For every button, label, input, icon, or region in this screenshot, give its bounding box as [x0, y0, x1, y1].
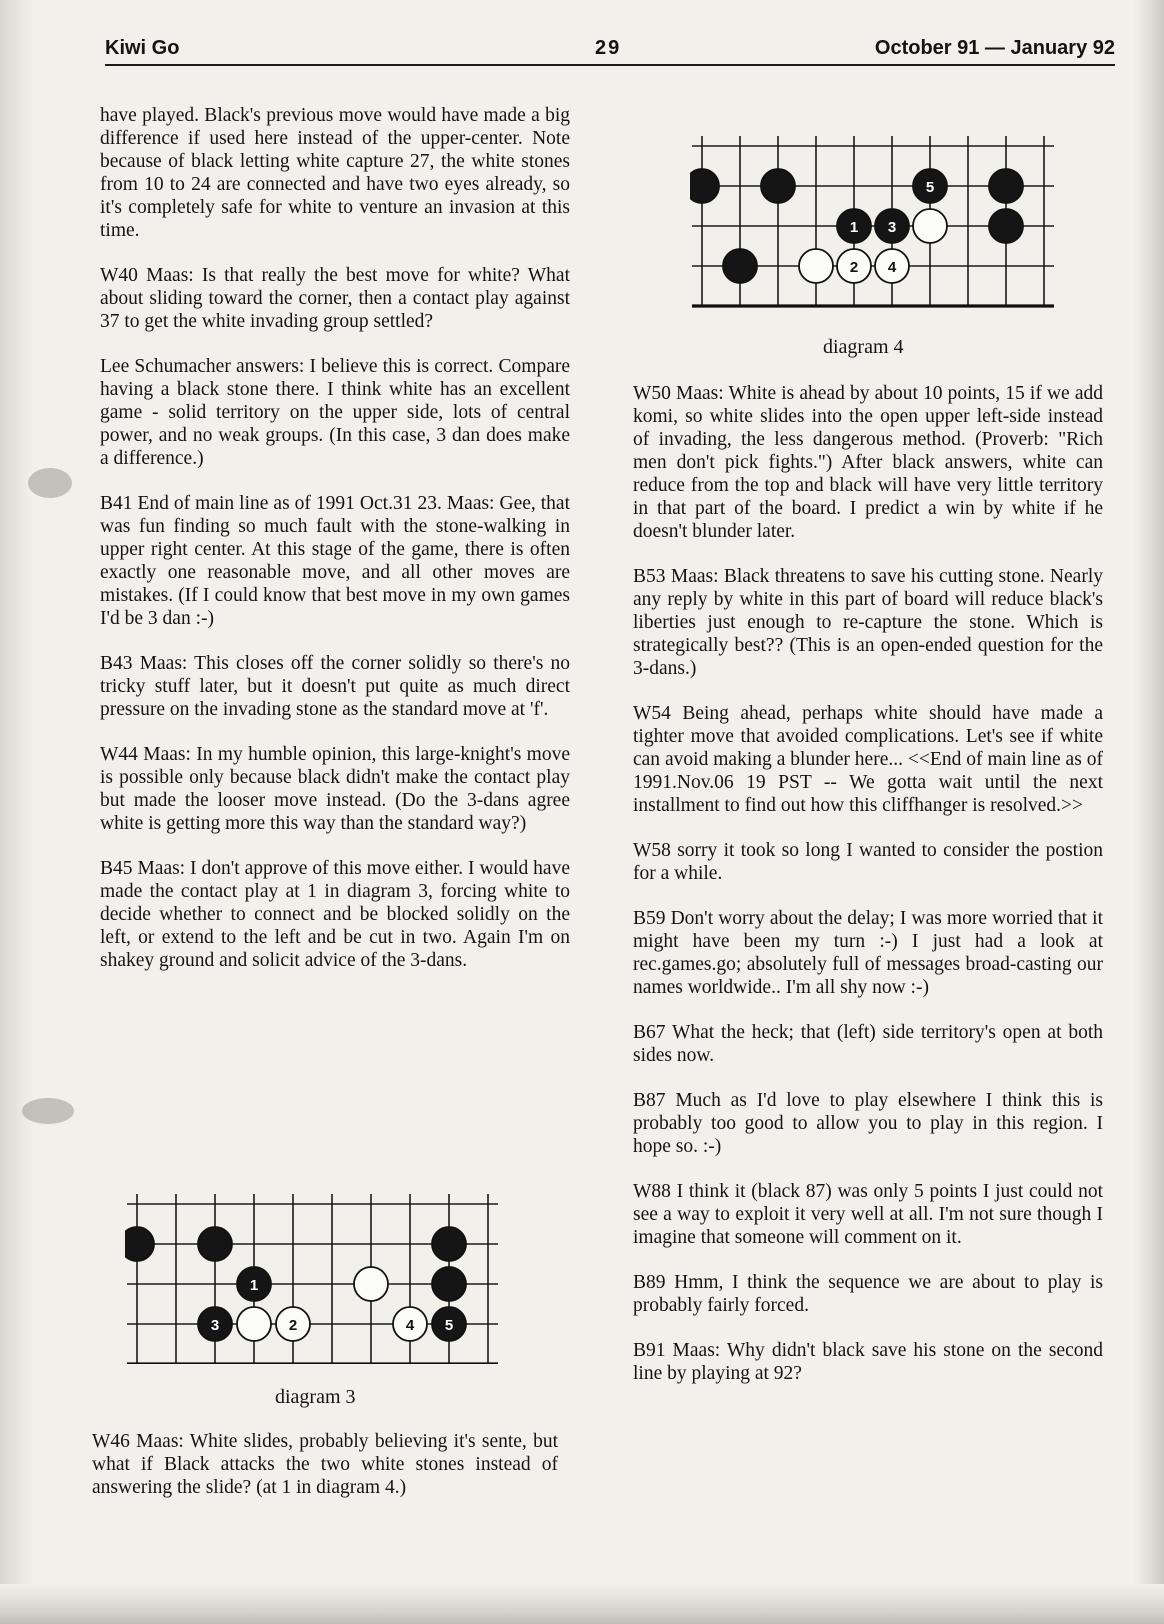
black-stone [432, 1227, 466, 1261]
scan-blemish [22, 1098, 74, 1124]
paragraph: Lee Schumacher answers: I believe this is correct. Compare having a black stone there. I think white has an excellent game - solid territory on the upper side, lots of central power, and no weak groups. (In this case, 3 dan does make a difference.) [100, 356, 570, 469]
stone-move-number: 4 [405, 1317, 415, 1334]
paragraph: W50 Maas: White is ahead by about 10 points, 15 if we add komi, so white slides into the open upper left-side instead of invading, the less dangerous method. (Proverb: "Rich men don't pick fights.") After black answers, white can reduce from the top and black will have very little territory in that part of the board. I predict a win by white if he doesn't blunder later. [633, 383, 1103, 542]
stone-move-number: 5 [925, 179, 935, 196]
black-stone [125, 1227, 154, 1261]
paragraph: W58 sorry it took so long I wanted to consider the postion for a while. [633, 840, 1103, 884]
diagram-4-caption: diagram 4 [823, 336, 904, 358]
paragraph: have played. Black's previous move would have made a big difference if used here instead of the upper-center. Note because of black letting white capture 27, the white stones from 10 to 24 are connected and have two eyes already, so it's completely safe for white to venture an invasion at this time. [100, 105, 570, 241]
black-stone [989, 209, 1023, 243]
stone-move-number: 3 [887, 219, 897, 236]
white-stone [354, 1267, 388, 1301]
stone-move-number: 1 [249, 1277, 259, 1294]
black-stone [723, 249, 757, 283]
scan-left-edge [0, 0, 34, 1624]
black-stone [432, 1267, 466, 1301]
paragraph: W46 Maas: White slides, probably believing it's sente, but what if Black attacks the two white stones instead of answering the slide? (at 1 in diagram 4.) [92, 1431, 558, 1498]
paragraph: B87 Much as I'd love to play elsewhere I think this is probably too good to allow you to play in this region. I hope so. :-) [633, 1090, 1103, 1157]
page-header [105, 34, 1115, 66]
paragraph: B67 What the heck; that (left) side territory's open at both sides now. [633, 1022, 1103, 1066]
white-stone [237, 1307, 271, 1341]
stone-move-number: 2 [849, 259, 859, 276]
paragraph: W88 I think it (black 87) was only 5 points I just could not see a way to exploit it very well at all. I'm not sure though I imagine that someone will comment on it. [633, 1181, 1103, 1248]
paragraph: B91 Maas: Why didn't black save his stone on the second line by playing at 92? [633, 1340, 1103, 1384]
paragraph: W44 Maas: In my humble opinion, this large-knight's move is possible only because black didn't make the contact play but made the looser move instead. (Do the 3-dans agree white is getting more this way than the standard way?) [100, 744, 570, 834]
go-diagram-3 [125, 1186, 525, 1364]
go-board-diagram-4 [690, 134, 1060, 320]
paragraph: B41 End of main line as of 1991 Oct.31 23. Maas: Gee, that was fun finding so much fault with the stone-walking in upper right center. At this stage of the game, there is often exactly one reasonable move, and all other moves are mistakes. (If I could know that best move in my own games I'd be 3 dan :-) [100, 493, 570, 629]
go-diagram-4 [690, 134, 1060, 320]
journal-title: Kiwi Go [105, 37, 180, 59]
left-column-bottom [92, 1430, 558, 1521]
scan-bottom-edge [0, 1584, 1164, 1624]
left-column [100, 104, 570, 994]
paragraph: B43 Maas: This closes off the corner solidly so there's no tricky stuff later, but it doesn't put quite as much direct pressure on the invading stone as the standard move at 'f'. [100, 653, 570, 720]
issue-dates: October 91 — January 92 [874, 37, 1115, 59]
white-stone [799, 249, 833, 283]
paragraph: W40 Maas: Is that really the best move for white? What about sliding toward the corner, then a contact play against 37 to get the white invading group settled? [100, 265, 570, 332]
white-stone [913, 209, 947, 243]
paragraph: B89 Hmm, I think the sequence we are about to play is probably fairly forced. [633, 1272, 1103, 1316]
stone-move-number: 5 [444, 1317, 454, 1334]
page-number: 29 [595, 37, 622, 59]
stone-move-number: 2 [288, 1317, 298, 1334]
stone-move-number: 4 [887, 259, 897, 276]
stone-move-number: 3 [210, 1317, 220, 1334]
black-stone [690, 169, 719, 203]
scan-right-edge [1134, 0, 1164, 1624]
paragraph: B59 Don't worry about the delay; I was more worried that it might have been my turn :-) I just had a look at rec.games.go; absolutely full of messages broad-casting our names worldwide.. I'm all shy now :-) [633, 908, 1103, 998]
go-board-diagram-3 [125, 1186, 525, 1364]
right-column [633, 382, 1103, 1407]
black-stone [761, 169, 795, 203]
scan-blemish [28, 468, 72, 498]
paragraph: B53 Maas: Black threatens to save his cutting stone. Nearly any reply by white in this part of board will reduce black's liberties just enough to re-capture the stone. Which is strategically best?? (This is an open-ended question for the 3-dans.) [633, 566, 1103, 679]
paragraph: W54 Being ahead, perhaps white should have made a tighter move that avoided complications. Let's see if white can avoid making a blunder here... <<End of main line as of 1991.Nov.06 19 PST -- We gotta wait until the next installment to find out how this cliffhanger is resolved.>> [633, 703, 1103, 816]
paragraph: B45 Maas: I don't approve of this move either. I would have made the contact play at 1 in diagram 3, forcing white to decide whether to connect and be blocked solidly on the left, or extend to the left and be cut in two. Again I'm on shakey ground and solicit advice of the 3-dans. [100, 858, 570, 971]
diagram-3-caption: diagram 3 [275, 1386, 356, 1408]
stone-move-number: 1 [849, 219, 859, 236]
black-stone [989, 169, 1023, 203]
black-stone [198, 1227, 232, 1261]
